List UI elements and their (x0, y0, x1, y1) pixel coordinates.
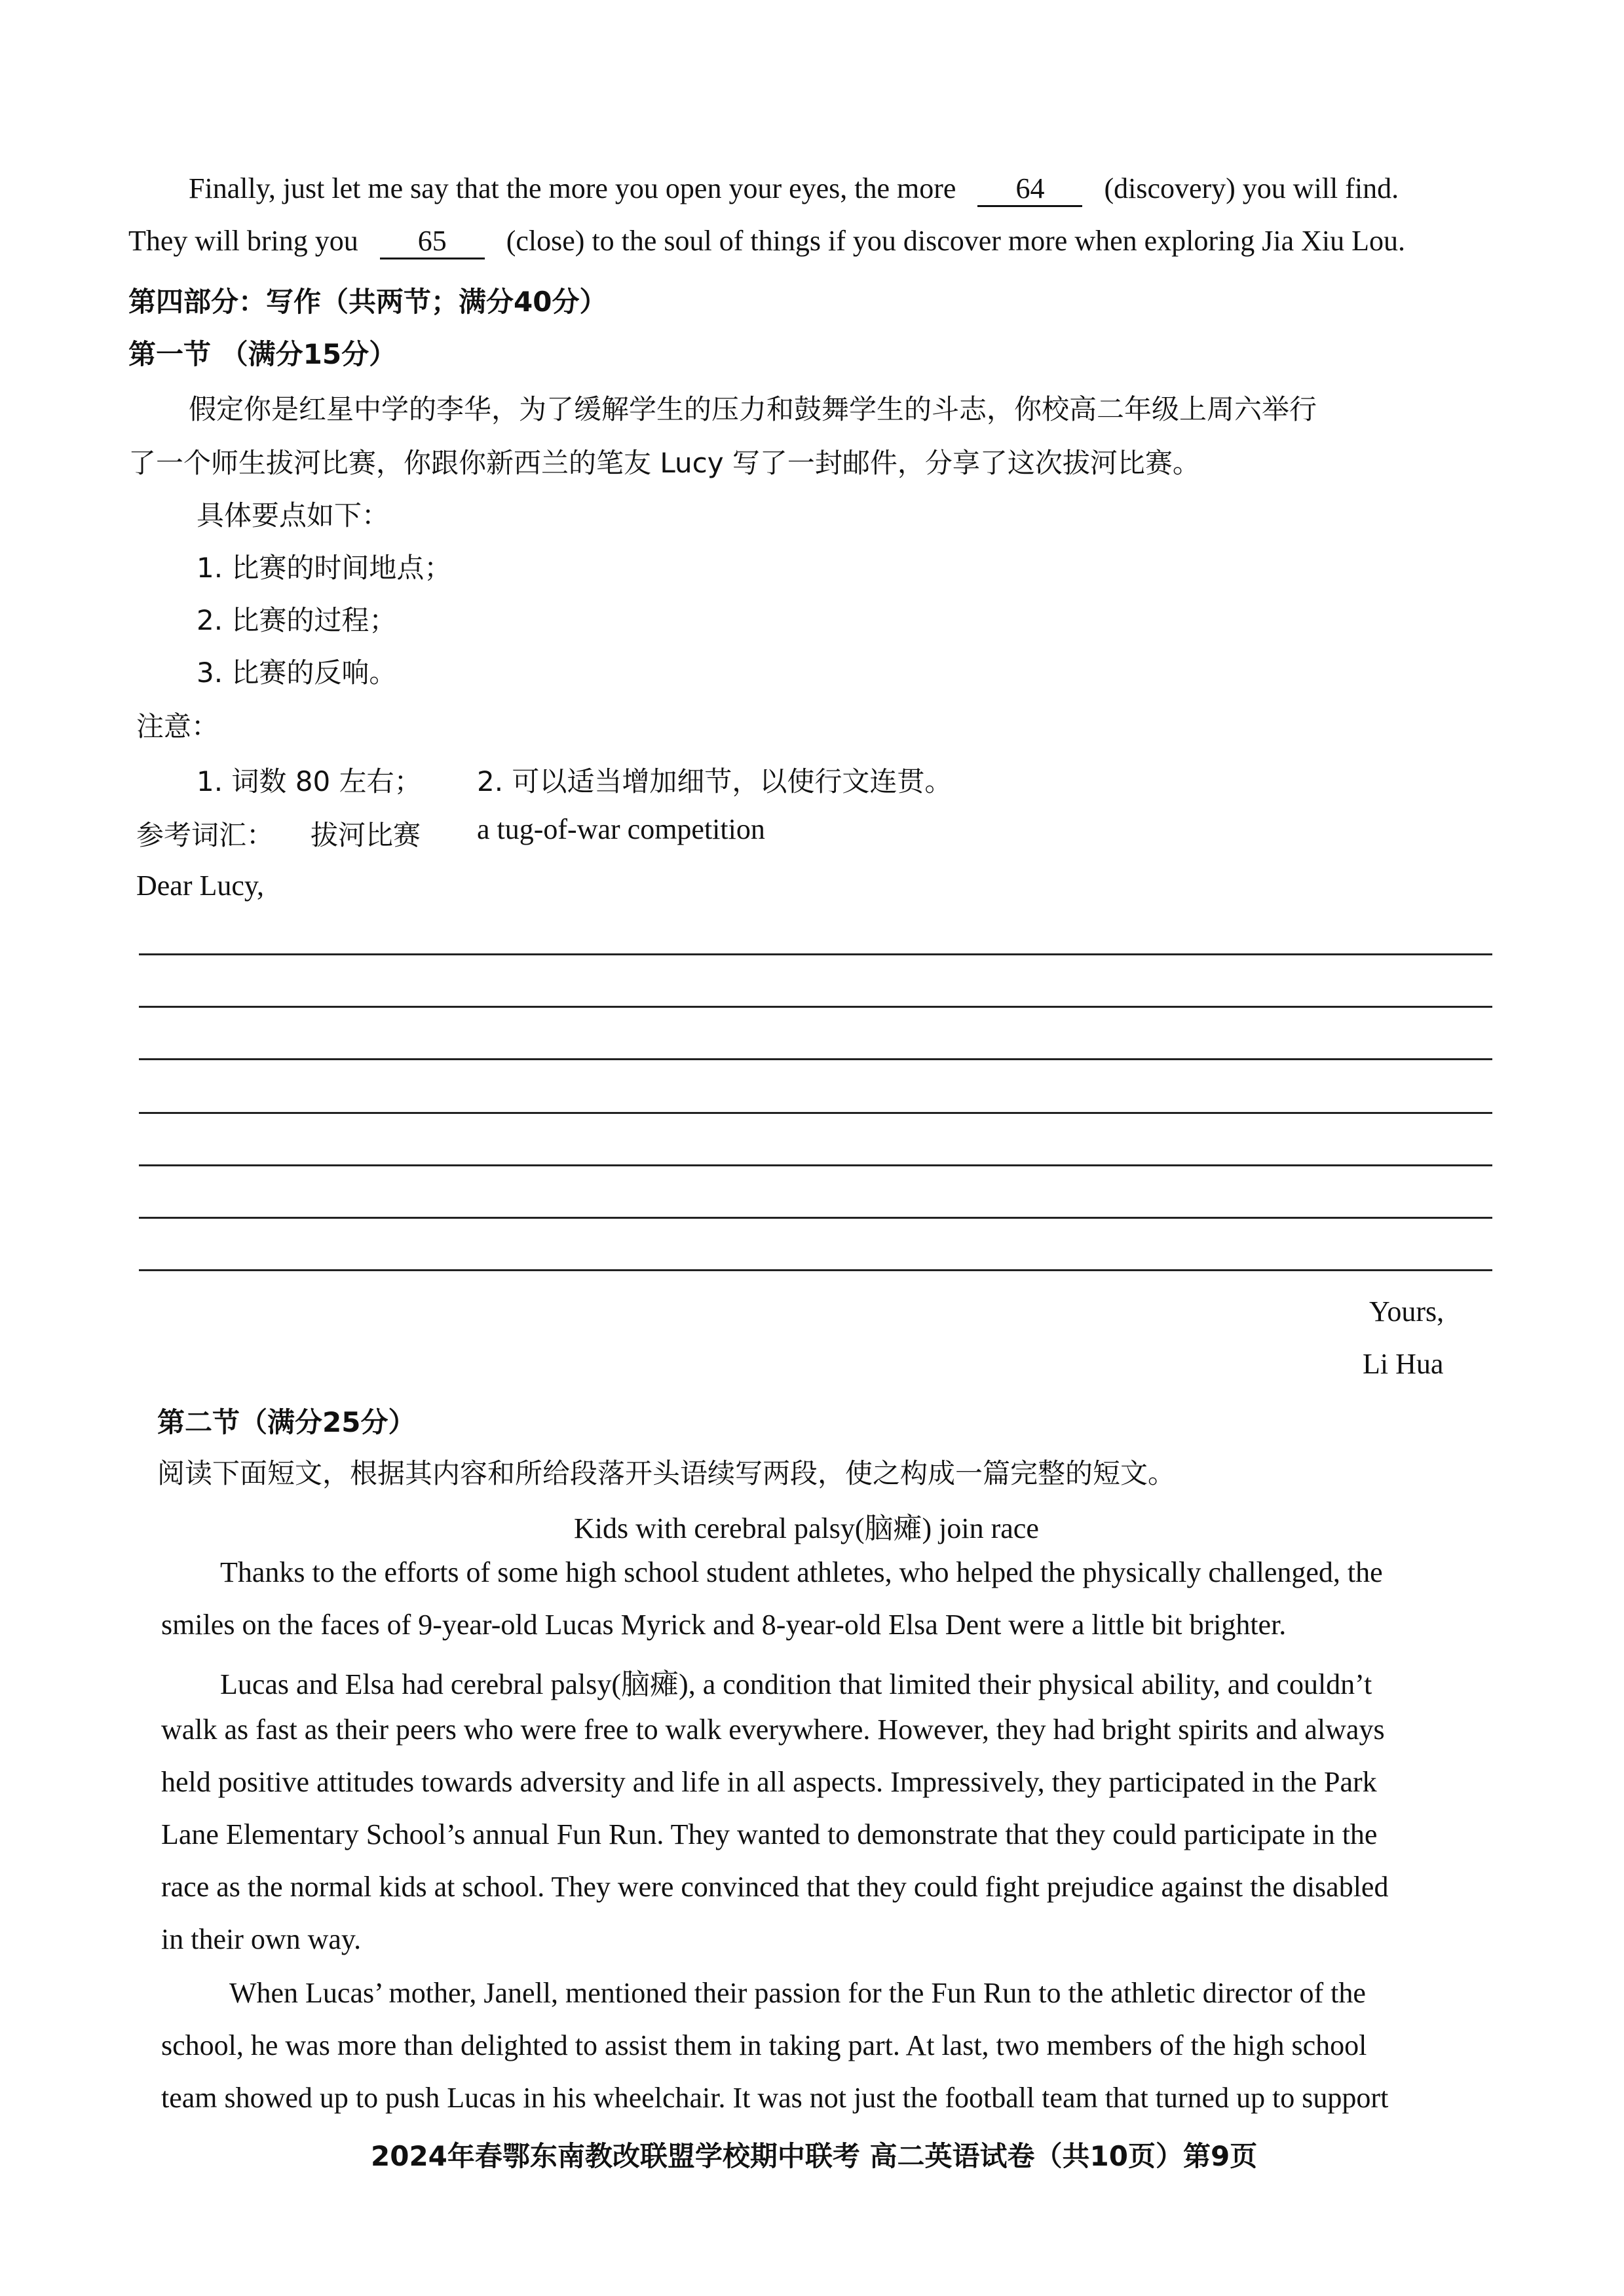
passage-line: school, he was more than delighted to assist them in taking part. At last, two members of the high school (161, 2029, 1367, 2061)
blank-65[interactable]: 65 (380, 224, 485, 259)
fill-in-line-2 (128, 224, 1405, 259)
writing-line[interactable] (139, 953, 1492, 955)
point-1: 1. 比赛的时间地点； (197, 552, 452, 584)
section2-instruction: 阅读下面短文，根据其内容和所给段落开头语续写两段，使之构成一篇完整的短文。 (157, 1457, 1176, 1489)
writing-line[interactable] (139, 1006, 1492, 1008)
fill-in-line-2-text: They will bring you (128, 225, 358, 257)
point-3: 3. 比赛的反响。 (197, 657, 397, 689)
passage-line: When Lucas’ mother, Janell, mentioned their passion for the Fun Run to the athletic director of the (229, 1977, 1366, 2009)
vocab-en: a tug-of-war competition (477, 813, 765, 845)
passage-line: team showed up to push Lucas in his wheelchair. It was not just the football team that turned up to support (161, 2082, 1389, 2114)
vocab-label: 参考词汇： (136, 819, 274, 851)
section1-heading: 第一节 （满分15分） (128, 338, 397, 370)
passage-line: smiles on the faces of 9-year-old Lucas Myrick and 8-year-old Elsa Dent were a little bit brighter. (161, 1609, 1287, 1641)
blank-64[interactable]: 64 (977, 172, 1082, 207)
prompt-line-1: 假定你是红星中学的李华，为了缓解学生的压力和鼓舞学生的斗志，你校高二年级上周六举行 (189, 393, 1317, 425)
writing-line[interactable] (139, 1217, 1492, 1219)
fill-in-line-1-hint: (discovery) you will find. (1104, 172, 1399, 204)
closing: Yours, (1369, 1295, 1445, 1328)
passage-line: Thanks to the efforts of some high school student athletes, who helped the physically challenged, the (220, 1556, 1383, 1588)
writing-line[interactable] (139, 1112, 1492, 1114)
fill-in-line-2-hint: (close) to the soul of things if you discover more when exploring Jia Xiu Lou. (506, 225, 1406, 257)
note-1: 1. 词数 80 左右； (197, 765, 422, 797)
passage-line: Lane Elementary School’s annual Fun Run. They wanted to demonstrate that they could participate in the (161, 1818, 1378, 1850)
fill-in-line-1 (189, 172, 1399, 207)
writing-line[interactable] (139, 1269, 1492, 1271)
page-footer: 2024年春鄂东南教改联盟学校期中联考 高二英语试卷（共10页）第9页 (371, 2140, 1258, 2172)
notes-heading: 注意： (136, 710, 219, 742)
passage-title: Kids with cerebral palsy(脑瘫) join race (574, 1512, 1039, 1544)
writing-line[interactable] (139, 1164, 1492, 1166)
vocab-zh: 拔河比赛 (311, 819, 421, 851)
prompt-line-2: 了一个师生拔河比赛，你跟你新西兰的笔友 Lucy 写了一封邮件，分享了这次拔河比赛。 (128, 447, 1200, 479)
points-heading: 具体要点如下： (197, 499, 390, 531)
passage-line: in their own way. (161, 1923, 362, 1955)
passage-line: walk as fast as their peers who were free to walk everywhere. However, they had bright spirits and always (161, 1713, 1385, 1746)
point-2: 2. 比赛的过程； (197, 604, 397, 636)
passage-line: held positive attitudes towards adversity and life in all aspects. Impressively, they participated in the Park (161, 1766, 1377, 1798)
salutation: Dear Lucy, (136, 870, 265, 902)
passage-line: Lucas and Elsa had cerebral palsy(脑瘫), a condition that limited their physical ability, and couldn’t (220, 1668, 1372, 1700)
signature: Li Hua (1363, 1348, 1444, 1380)
section2-heading: 第二节（满分25分） (157, 1406, 416, 1438)
fill-in-line-1-text: Finally, just let me say that the more you open your eyes, the more (189, 172, 956, 204)
writing-line[interactable] (139, 1058, 1492, 1060)
note-2: 2. 可以适当增加细节，以使行文连贯。 (477, 765, 953, 797)
part4-heading: 第四部分：写作（共两节；满分40分） (128, 286, 607, 318)
passage-line: race as the normal kids at school. They were convinced that they could fight prejudice against the disabled (161, 1871, 1389, 1903)
